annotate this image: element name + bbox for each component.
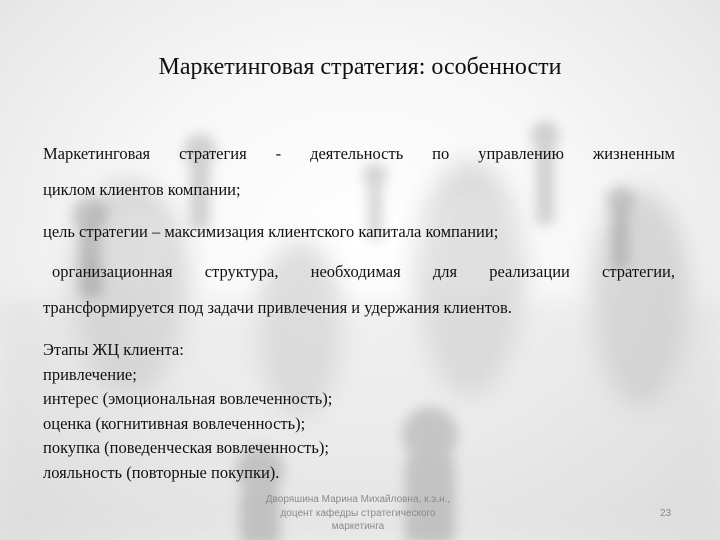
stages-heading: Этапы ЖЦ клиента:	[43, 340, 184, 359]
list-item: привлечение;	[43, 364, 137, 384]
list-item: интерес (эмоциональная вовлеченность);	[43, 389, 333, 408]
page-number: 23	[660, 508, 672, 519]
paragraph-goal: цель стратегии – максимизация клиентского капитала компании;	[43, 222, 499, 241]
footer-author	[250, 493, 466, 534]
list-item: оценка (когнитивная вовлеченность);	[43, 413, 306, 433]
customer-lifecycle-stages-list	[43, 338, 332, 485]
list-item: покупка (поведенческая вовлеченность);	[43, 438, 329, 457]
footer-line: маркетинга	[331, 521, 385, 532]
paragraph-structure-line-2: трансформируется под задачи привлечения и удержания клиентов.	[43, 298, 512, 317]
paragraph-structure-line-1: организационная структура, необходимая для реализации стратегии,	[52, 262, 675, 281]
footer-line: доцент кафедры стратегического	[280, 507, 436, 519]
paragraph-definition-line-2: циклом клиентов компании;	[43, 180, 241, 199]
footer-line: Дворяшина Марина Михайловна, к.э.н.,	[265, 494, 451, 505]
list-item: лояльность (повторные покупки).	[43, 462, 280, 482]
paragraph-definition-line-1: Маркетинговая стратегия - деятельность по управлению жизненным	[43, 144, 675, 163]
slide-title: Маркетинговая стратегия: особенности	[158, 54, 562, 80]
